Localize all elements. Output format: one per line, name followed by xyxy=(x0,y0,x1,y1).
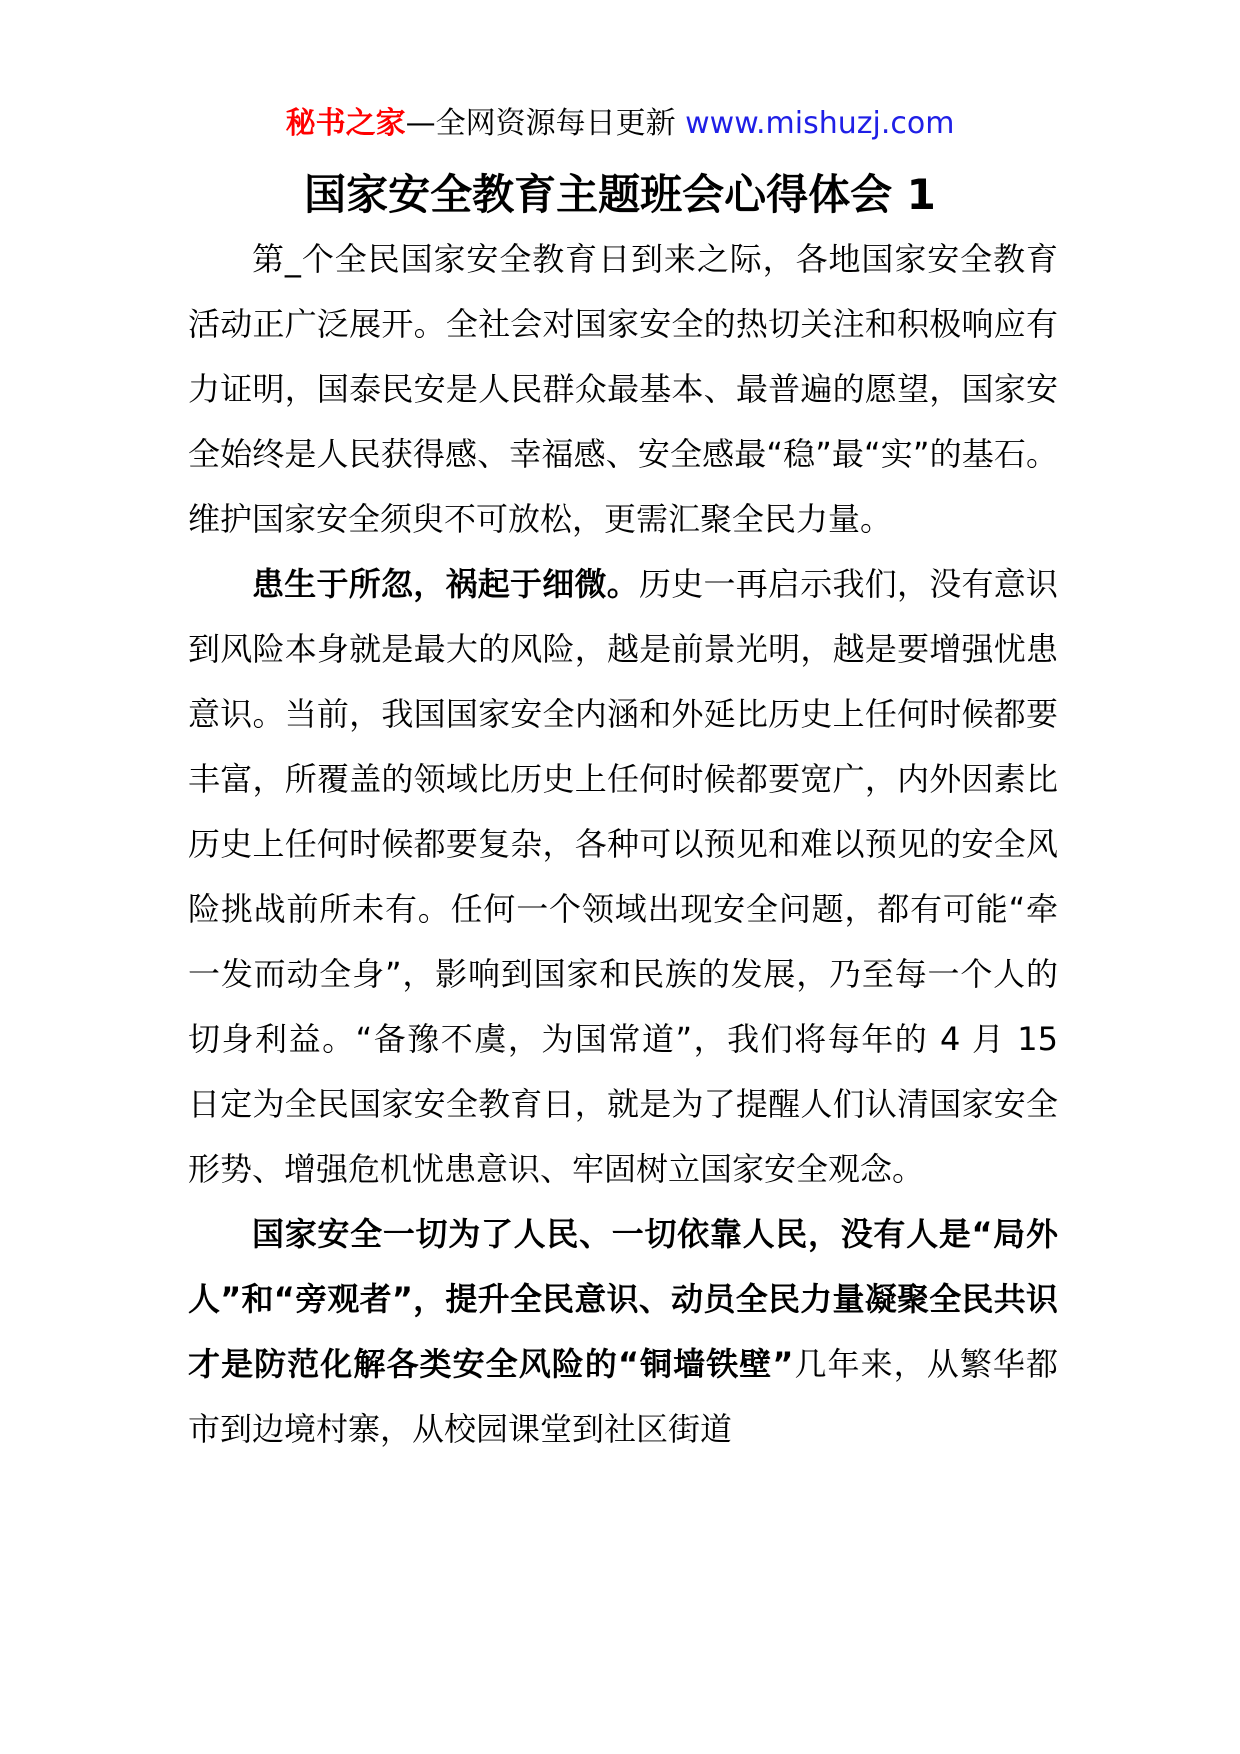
site-brand: 秘书之家 xyxy=(285,106,406,141)
site-url-link[interactable]: www.mishuzj.com xyxy=(685,106,955,141)
document-body xyxy=(188,227,1058,1462)
site-tagline: —全网资源每日更新 xyxy=(405,106,676,141)
paragraph-2-text: 历史一再启示我们，没有意识到风险本身就是最大的风险，越是前景光明，越是要增强忧患意识。当前，我国国家安全内涵和外延比历史上任何时候都要丰富，所覆盖的领域比历史上任何时候都要宽广，内外因素比历史上任何时候都要复杂，各种可以预见和难以预见的安全风险挑战前所未有。任何一个领域出现安全问题，都有可能“牵一发而动全身”，影响到国家和民族的发展，乃至每一个人的切身利益。“备豫不虞，为国常道”，我们将每年的 4 月 15 日定为全民国家安全教育日，就是为了提醒人们认清国家安全形势、增强危机忧患意识、牢固树立国家安全观念。 xyxy=(188,565,1058,1188)
paragraph-1-text: 第_个全民国家安全教育日到来之际，各地国家安全教育活动正广泛展开。全社会对国家安全的热切关注和积极响应有力证明，国泰民安是人民群众最基本、最普遍的愿望，国家安全始终是人民获得感、幸福感、安全感最“稳”最“实”的基石。维护国家安全须臾不可放松，更需汇聚全民力量。 xyxy=(188,240,1058,538)
paragraph-2 xyxy=(188,552,1058,1202)
site-header xyxy=(0,100,1240,148)
paragraph-3 xyxy=(188,1202,1058,1462)
paragraph-1 xyxy=(188,227,1058,552)
paragraph-3-text: 几年来，从繁华都市到边境村寨，从校园课堂到社区街道 xyxy=(188,1345,1058,1448)
document-title: 国家安全教育主题班会心得体会 1 xyxy=(304,170,936,219)
paragraph-3-bold-lead: 国家安全一切为了人民、一切依靠人民，没有人是“局外人”和“旁观者”，提升全民意识、动员全民力量凝聚全民共识才是防范化解各类安全风险的“铜墙铁壁” xyxy=(188,1215,1058,1383)
paragraph-2-bold-lead: 患生于所忽，祸起于细微。 xyxy=(252,565,639,603)
